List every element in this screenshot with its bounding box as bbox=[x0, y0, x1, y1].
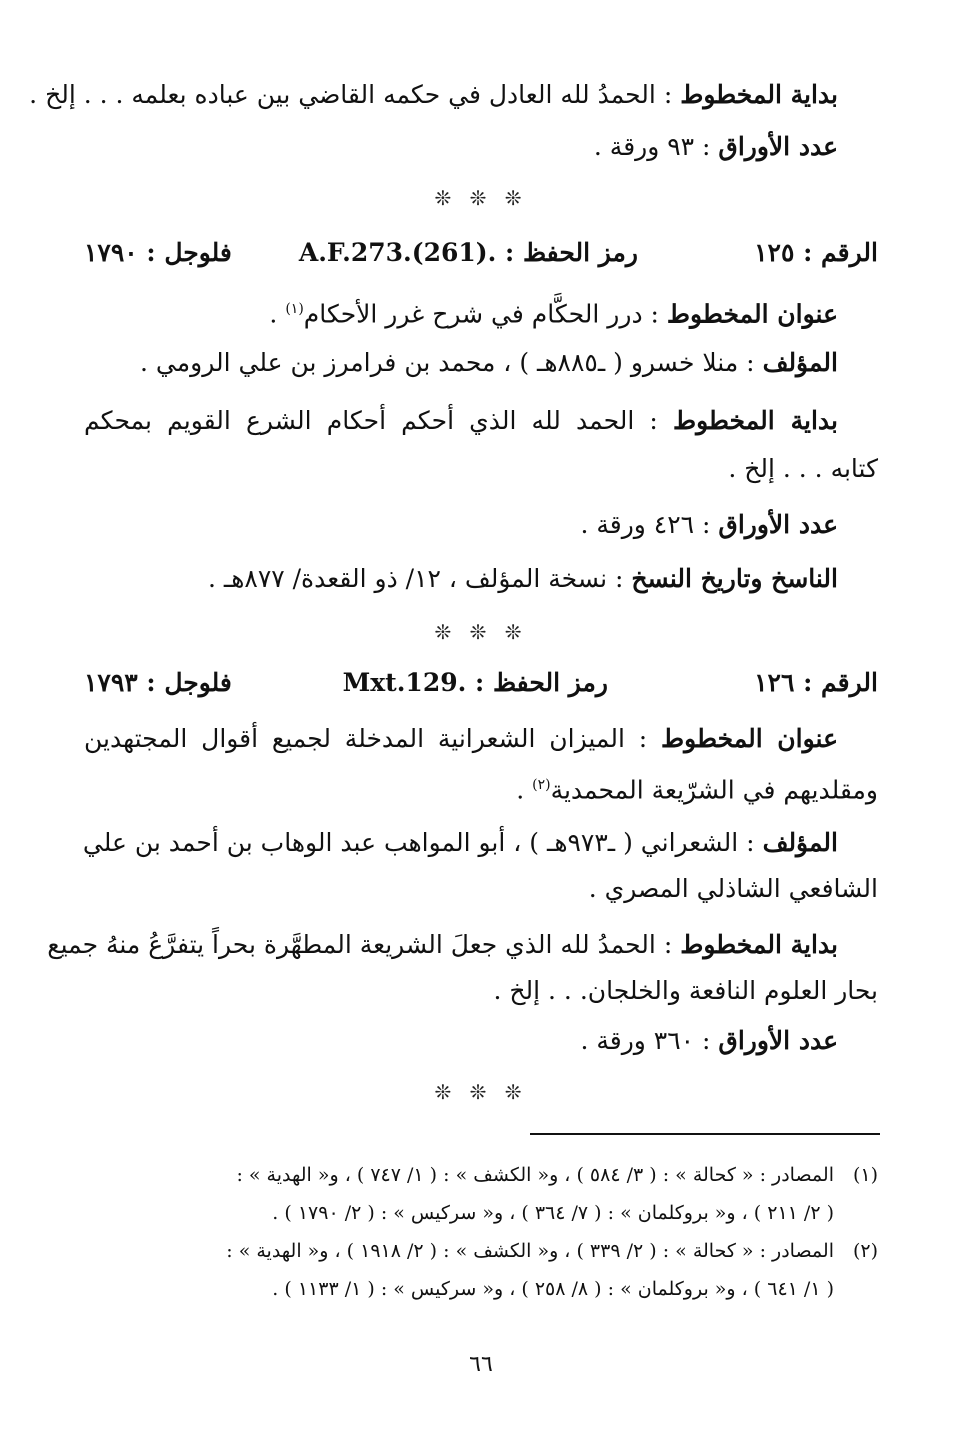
beginning-label: بداية المخطوط bbox=[673, 406, 839, 435]
footnote-rule bbox=[530, 1133, 880, 1135]
entry-126-folios bbox=[84, 1024, 838, 1058]
folios-text: : ٤٢٦ ورقة . bbox=[580, 510, 711, 539]
entry-125-beginning-2: كتابه . . . إلخ . bbox=[728, 454, 878, 483]
footnote-ref: (١) bbox=[285, 301, 304, 317]
folios-label: عدد الأوراق bbox=[718, 132, 838, 161]
entry-125-copyist bbox=[84, 562, 838, 596]
entry-125-beginning-1 bbox=[84, 404, 838, 438]
entry-125-header bbox=[84, 238, 878, 278]
folios-text: : ٩٣ ورقة . bbox=[593, 132, 711, 161]
beginning-text: : الحمدُ لله الذي جعلَ الشريعة المطهَّرة بحراً يتفرَّعُ منهُ جميع bbox=[47, 930, 673, 959]
folios-text: : ٣٦٠ ورقة . bbox=[580, 1026, 711, 1055]
title-text-cont: ومقلديهم في الشرّيعة المحمدية bbox=[550, 775, 878, 805]
footnote-number: (٢) bbox=[852, 1240, 878, 1262]
entry-126-title-1 bbox=[84, 722, 838, 756]
copyist-label: الناسخ وتاريخ النسخ bbox=[631, 564, 838, 593]
section-separator: ❊ ❊ ❊ bbox=[434, 186, 528, 210]
fluegel-number: فلوجل : ١٧٩٠ bbox=[84, 238, 232, 267]
entry-125-title bbox=[84, 292, 838, 331]
author-text: : منلا خسرو ( ـ٨٨٥هـ ) ، محمد بن فرامرز بن علي الرومي . bbox=[140, 348, 755, 377]
entry-126-beginning-2: بحار العلوم النافعة والخلجان. . . إلخ . bbox=[493, 976, 878, 1005]
footnote-number: (١) bbox=[852, 1164, 878, 1186]
footnote-text: المصادر : « كحالة » : ( ٣/ ٥٨٤ ) ، و« الكشف » : ( ١/ ٧٤٧ ) ، و« الهدية » : bbox=[236, 1164, 834, 1186]
beginning-text: : الحمدُ لله العادل في حكمه القاضي بين عباده بعلمه . . . إلخ . bbox=[29, 80, 673, 109]
copyist-text: : نسخة المؤلف ، ١٢/ ذو القعدة/ ٨٧٧هـ . bbox=[207, 564, 624, 593]
title-text: : الميزان الشعرانية المدخلة لجميع أقوال المجتهدين bbox=[84, 724, 648, 753]
beginning-label: بداية المخطوط bbox=[680, 930, 838, 959]
fluegel-number: فلوجل : ١٧٩٣ bbox=[84, 668, 232, 697]
entry-125-author bbox=[84, 346, 838, 380]
beginning-text: : الحمد لله الذي أحكم أحكام الشرع القويم بمحكم bbox=[84, 406, 658, 435]
footnote-text: ( ١/ ٦٤١ ) ، و« بروكلمان » : ( ٨/ ٢٥٨ ) ، و« سركيس » : ( ١/ ١١٣٣ ) . bbox=[272, 1278, 834, 1300]
footnote-text: ( ٢/ ٢١١ ) ، و« بروكلمان » : ( ٧/ ٣٦٤ ) ، و« سركيس » : ( ٢/ ١٧٩٠ ) . bbox=[272, 1202, 834, 1224]
footnote-text: المصادر : « كحالة » : ( ٢/ ٣٣٩ ) ، و« الكشف » : ( ٢/ ١٩١٨ ) ، و« الهدية » : bbox=[226, 1240, 834, 1262]
author-text: : الشعراني ( ـ٩٧٣هـ ) ، أبو المواهب عبد الوهاب بن أحمد بن علي bbox=[82, 828, 755, 857]
folios-label: عدد الأوراق bbox=[718, 1026, 838, 1055]
author-label: المؤلف bbox=[762, 828, 838, 857]
title-label: عنوان المخطوط bbox=[661, 724, 838, 753]
entry-number: الرقم : ١٢٥ bbox=[754, 238, 878, 267]
footnote-ref: (٢) bbox=[532, 777, 551, 793]
entry-126-beginning-1 bbox=[47, 928, 838, 962]
beginning-label: بداية المخطوط bbox=[680, 80, 838, 109]
entry-125-folios bbox=[84, 508, 838, 542]
entry-124-folios bbox=[84, 130, 838, 164]
section-separator: ❊ ❊ ❊ bbox=[434, 1080, 528, 1104]
page-number: ٦٦ bbox=[469, 1352, 493, 1377]
shelfmark: رمز الحفظ : .Mxt.129 bbox=[342, 668, 608, 697]
entry-126-header bbox=[84, 668, 878, 708]
title-label: عنوان المخطوط bbox=[666, 299, 838, 329]
shelfmark: رمز الحفظ : .A.F.273.(261) bbox=[298, 238, 638, 267]
title-end: . bbox=[516, 775, 533, 805]
title-end: . bbox=[269, 299, 286, 329]
author-label: المؤلف bbox=[762, 348, 838, 377]
section-separator: ❊ ❊ ❊ bbox=[434, 620, 528, 644]
entry-124-beginning bbox=[29, 78, 838, 112]
entry-126-author-1 bbox=[84, 826, 838, 860]
folios-label: عدد الأوراق bbox=[718, 510, 838, 539]
entry-number: الرقم : ١٢٦ bbox=[754, 668, 878, 697]
title-text: : درر الحكَّام في شرح غرر الأحكام bbox=[303, 299, 659, 329]
entry-126-title-2 bbox=[84, 768, 878, 807]
entry-126-author-2: الشافعي الشاذلي المصري . bbox=[588, 874, 878, 903]
